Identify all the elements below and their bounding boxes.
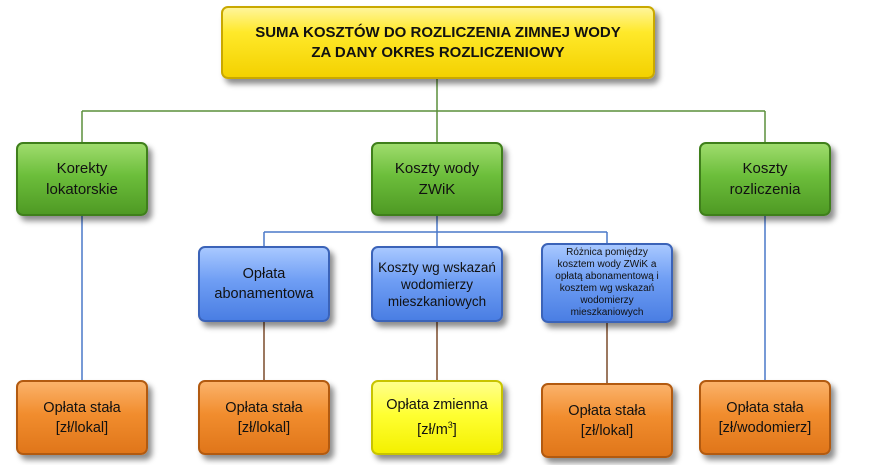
fee-label: Opłata stała bbox=[225, 399, 303, 416]
koszty-wg-wskazan-box bbox=[371, 246, 503, 322]
korekty-line-2: lokatorskie bbox=[46, 181, 118, 198]
fee-unit bbox=[417, 415, 457, 440]
fee-box-rozliczenia bbox=[699, 380, 831, 455]
koszty-wody-zwik-box bbox=[371, 142, 503, 216]
fee-unit-exponent: 3 bbox=[447, 420, 453, 431]
koszty-zwik-line-2: ZWiK bbox=[418, 181, 456, 198]
roznica-line-3: opłatą abonamentową i bbox=[555, 271, 659, 282]
koszty-rozliczenia-box bbox=[699, 142, 831, 216]
roznica-line-4: kosztem wg wskazań bbox=[559, 283, 655, 294]
fee-unit: [zł/lokal] bbox=[55, 419, 109, 436]
wodomierzy-line-2: wodomierzy bbox=[400, 276, 474, 292]
fee-label: Opłata zmienna bbox=[386, 397, 488, 414]
fee-label: Opłata stała bbox=[43, 399, 121, 416]
fee-box-abonament bbox=[198, 380, 330, 455]
fee-label: Opłata stała bbox=[568, 402, 646, 419]
korekty-line-1: Korekty bbox=[56, 160, 108, 177]
roznica-kosztow-box bbox=[541, 243, 673, 323]
fee-box-zmienna bbox=[371, 380, 503, 455]
wodomierzy-line-1: Koszty wg wskazań bbox=[378, 259, 496, 275]
roznica-line-6: mieszkaniowych bbox=[570, 307, 644, 318]
fee-label: Opłata stała bbox=[726, 399, 804, 416]
title-line-2: ZA DANY OKRES ROZLICZENIOWY bbox=[311, 43, 565, 61]
fee-unit: [zł/lokal] bbox=[237, 419, 291, 436]
roznica-line-5: wodomierzy bbox=[580, 295, 634, 306]
korekty-lokatorskie-box bbox=[16, 142, 148, 216]
roznica-line-2: kosztem wody ZWiK a bbox=[557, 259, 657, 270]
fee-unit: [zł/wodomierz] bbox=[718, 419, 812, 436]
koszty-rozliczenia-line-2: rozliczenia bbox=[729, 181, 801, 198]
fee-box-roznica bbox=[541, 383, 673, 458]
fee-unit: [zł/lokal] bbox=[580, 422, 634, 439]
fee-unit-prefix: [zł/m bbox=[417, 421, 448, 438]
fee-box-korekty bbox=[16, 380, 148, 455]
abonament-line-1: Opłata bbox=[242, 266, 286, 282]
koszty-zwik-line-1: Koszty wody bbox=[394, 160, 480, 177]
roznica-line-1: Różnica pomiędzy bbox=[566, 247, 648, 258]
oplata-abonamentowa-box bbox=[198, 246, 330, 322]
fee-unit-suffix: ] bbox=[452, 421, 457, 438]
title-line-1: SUMA KOSZTÓW DO ROZLICZENIA ZIMNEJ WODY bbox=[255, 23, 621, 41]
koszty-rozliczenia-line-1: Koszty bbox=[742, 160, 788, 177]
wodomierzy-line-3: mieszkaniowych bbox=[387, 293, 487, 309]
abonament-line-2: abonamentowa bbox=[214, 286, 314, 302]
title-box bbox=[221, 6, 655, 79]
